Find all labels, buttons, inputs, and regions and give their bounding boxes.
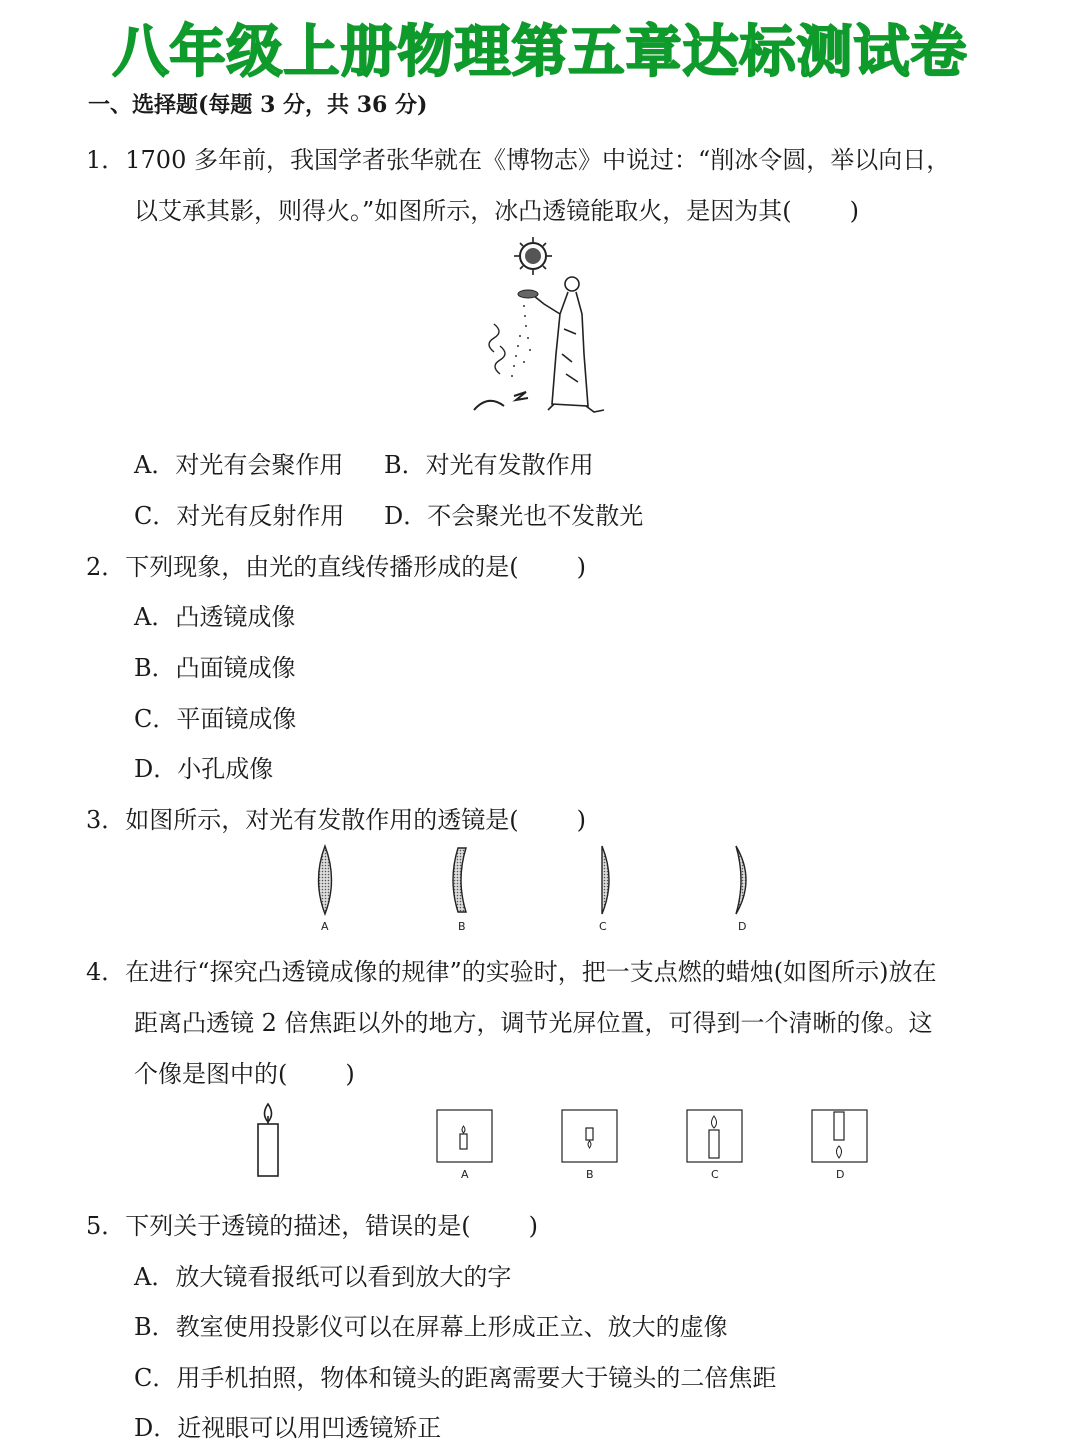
q4-stem-line1: 4．在进行“探究凸透镜成像的规律”的实验时，把一支点燃的蜡烛(如图所示)放在 xyxy=(86,958,937,986)
lens-label-d: D xyxy=(738,920,747,933)
q1-option-b: B．对光有发散作用 xyxy=(384,451,594,479)
q2-stem xyxy=(86,547,586,582)
scholar-figure xyxy=(534,277,604,412)
lens-b-concave xyxy=(453,848,466,912)
lens-label-a: A xyxy=(321,920,329,933)
q1-option-d: D．不会聚光也不发散光 xyxy=(384,502,644,530)
ice-lens xyxy=(518,290,538,298)
candle-icon xyxy=(258,1104,278,1176)
q3-stem-text: 3．如图所示，对光有发散作用的透镜是( xyxy=(86,806,519,834)
image-label-a: A xyxy=(461,1168,469,1181)
q4-candle-images xyxy=(240,1098,880,1184)
q3-lens-diagrams xyxy=(300,840,770,936)
image-label-c: C xyxy=(711,1168,719,1181)
q1-stem-text: 以艾承其影，则得火。”如图所示，冰凸透镜能取火，是因为其( xyxy=(134,197,792,225)
q5-option-c: C．用手机拍照，物体和镜头的距离需要大于镜头的二倍焦距 xyxy=(134,1364,777,1392)
tinder xyxy=(474,392,528,410)
q1-ice-lens-illustration xyxy=(468,234,614,424)
q1-stem-line2 xyxy=(134,191,859,226)
image-label-b: B xyxy=(586,1168,594,1181)
image-option-a xyxy=(437,1110,492,1181)
image-option-b xyxy=(562,1110,617,1181)
focused-light xyxy=(511,305,531,377)
q5-option-b: B．教室使用投影仪可以在屏幕上形成正立、放大的虚像 xyxy=(134,1313,728,1341)
lens-a-biconvex xyxy=(319,846,332,914)
q3-close-paren: ) xyxy=(576,806,587,834)
lens-d-meniscus xyxy=(736,846,746,914)
section-heading: 一、选择题(每题 3 分，共 36 分) xyxy=(88,92,428,118)
q1-option-c: C．对光有反射作用 xyxy=(134,502,345,530)
q1-close-paren: ) xyxy=(849,197,860,225)
page-title: 八年级上册物理第五章达标测试卷 xyxy=(112,20,968,85)
q1-option-a: A．对光有会聚作用 xyxy=(134,451,344,479)
q2-option-a: A．凸透镜成像 xyxy=(134,603,296,631)
q5-stem-text: 5．下列关于透镜的描述，错误的是( xyxy=(86,1212,471,1240)
sun-icon xyxy=(514,237,552,275)
q5-option-a: A．放大镜看报纸可以看到放大的字 xyxy=(134,1263,512,1291)
lens-c-planoconvex xyxy=(602,846,609,914)
q4-stem-line2: 距离凸透镜 2 倍焦距以外的地方，调节光屏位置，可得到一个清晰的像。这 xyxy=(134,1009,933,1037)
image-option-c xyxy=(687,1110,742,1181)
q2-option-b: B．凸面镜成像 xyxy=(134,654,296,682)
q5-option-d: D．近视眼可以用凹透镜矫正 xyxy=(134,1414,442,1442)
q2-option-c: C．平面镜成像 xyxy=(134,705,297,733)
q3-stem xyxy=(86,800,586,835)
q4-stem-text: 个像是图中的( xyxy=(134,1060,288,1088)
q5-close-paren: ) xyxy=(528,1212,539,1240)
lens-label-b: B xyxy=(458,920,466,933)
lens-label-c: C xyxy=(599,920,607,933)
image-label-d: D xyxy=(836,1168,845,1181)
q5-stem xyxy=(86,1206,538,1241)
q2-close-paren: ) xyxy=(576,553,587,581)
q4-close-paren: ) xyxy=(345,1060,355,1088)
q2-stem-text: 2．下列现象，由光的直线传播形成的是( xyxy=(86,553,519,581)
q2-option-d: D．小孔成像 xyxy=(134,755,274,783)
q4-stem-line3 xyxy=(134,1054,355,1089)
q1-stem-line1: 1．1700 多年前，我国学者张华就在《博物志》中说过：“削冰令圆，举以向日， xyxy=(86,146,951,174)
smoke xyxy=(489,324,505,374)
image-option-d xyxy=(812,1110,867,1181)
